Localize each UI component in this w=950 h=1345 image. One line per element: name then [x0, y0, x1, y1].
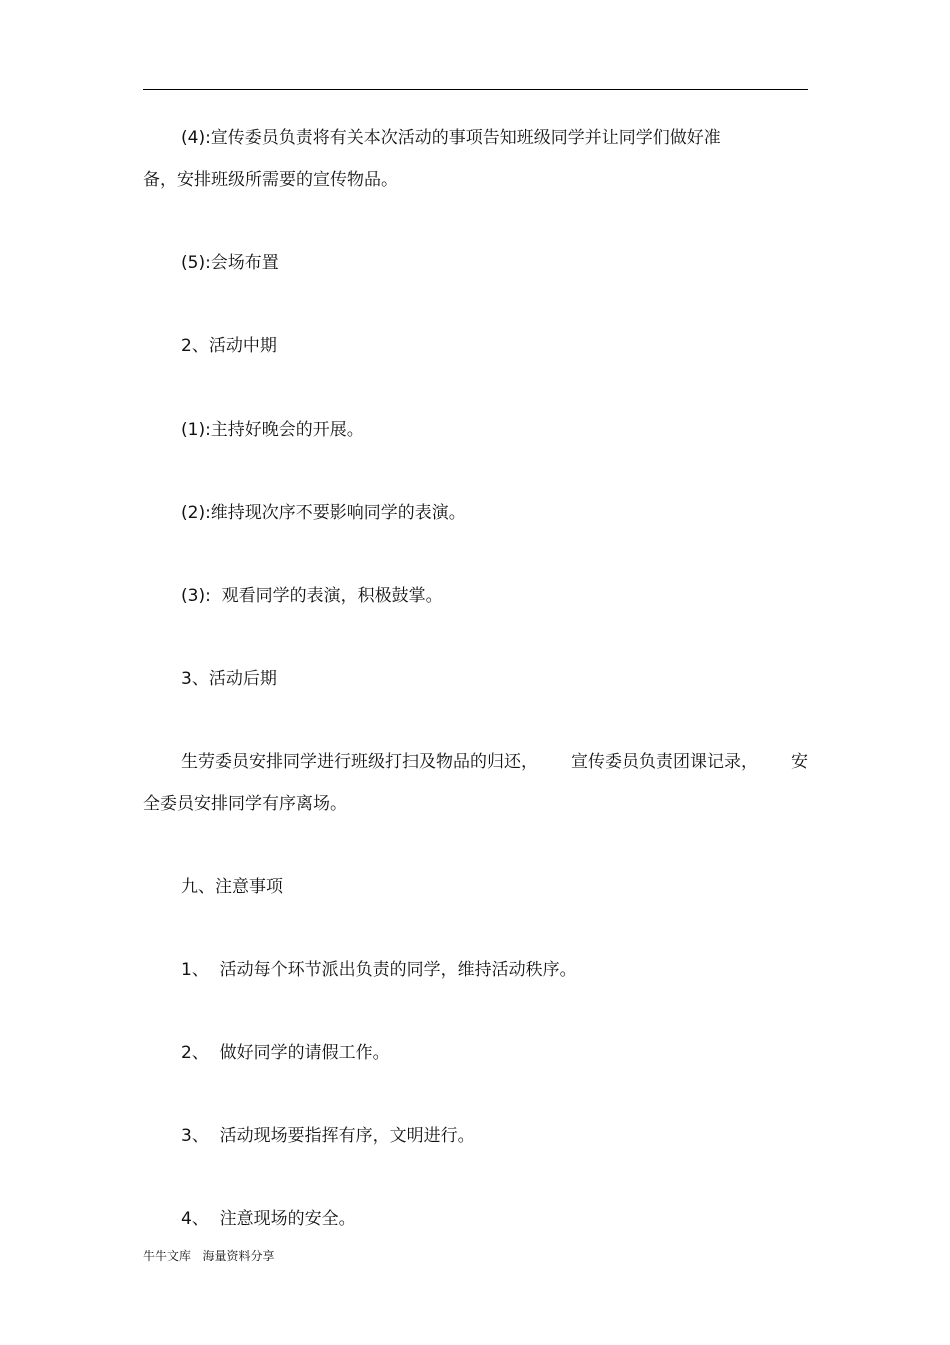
text-segment: 生劳委员安排同学进行班级打扫及物品的归还，	[181, 752, 538, 772]
paragraph-line: 全委员安排同学有序离场。	[143, 794, 347, 814]
list-item: 4、 注意现场的安全。	[181, 1209, 356, 1229]
list-item: (3): 观看同学的表演，积极鼓掌。	[181, 586, 443, 606]
list-item: 1、 活动每个环节派出负责的同学，维持活动秩序。	[181, 960, 577, 980]
header-rule	[143, 89, 808, 90]
list-item: 3、 活动现场要指挥有序，文明进行。	[181, 1126, 475, 1146]
list-item: 2、 做好同学的请假工作。	[181, 1043, 390, 1063]
page-footer: 牛牛文库 海量资料分享	[143, 1249, 275, 1263]
paragraph-line: (4):宣传委员负责将有关本次活动的事项告知班级同学并让同学们做好准	[181, 128, 721, 148]
list-item: (5):会场布置	[181, 253, 279, 273]
list-item: (2):维持现次序不要影响同学的表演。	[181, 503, 466, 523]
section-heading: 九、注意事项	[181, 877, 283, 897]
section-heading: 2、活动中期	[181, 336, 277, 356]
text-segment: 安	[791, 752, 808, 772]
text-segment: 宣传委员负责团课记录，	[571, 752, 758, 772]
section-heading: 3、活动后期	[181, 669, 277, 689]
list-item: (1):主持好晚会的开展。	[181, 420, 364, 440]
paragraph-line: 备，安排班级所需要的宣传物品。	[143, 170, 398, 190]
paragraph-line	[181, 751, 808, 773]
